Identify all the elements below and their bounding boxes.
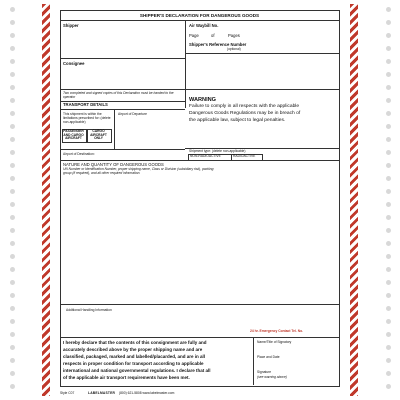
declaration-line-5: international and national governmental regulations. I declare that all <box>63 368 211 373</box>
shipper-reference-label: Shipper's Reference Number <box>189 42 247 47</box>
place-date-field[interactable] <box>255 360 336 367</box>
feed-hole <box>10 72 15 77</box>
destination-field[interactable] <box>98 151 183 157</box>
departure-field[interactable] <box>116 118 182 148</box>
limitation-note: This shipment is within the limitations prescribed for: (delete non-applicable) <box>63 112 111 124</box>
cargo-only-label: CARGO AIRCRAFT ONLY <box>90 129 107 141</box>
declaration-line-4: respects in proper condition for transport according to applicable <box>63 361 204 366</box>
warning-title: WARNING <box>189 97 217 103</box>
feed-hole <box>10 267 15 272</box>
feed-hole <box>386 163 391 168</box>
feed-hole <box>10 332 15 337</box>
place-date-label: Place and Date <box>257 355 280 359</box>
shipper-reference-field[interactable] <box>272 41 335 49</box>
dangerous-goods-form <box>60 10 339 395</box>
air-waybill-label: Air Waybill No. <box>189 23 219 28</box>
handling-label: Additional Handling Information <box>66 308 112 312</box>
feed-hole <box>386 293 391 298</box>
feed-hole <box>386 319 391 324</box>
feed-hole <box>386 254 391 259</box>
page-label: Page <box>189 33 199 38</box>
feed-hole <box>10 189 15 194</box>
feed-hole <box>10 384 15 389</box>
feed-hole <box>386 59 391 64</box>
emergency-contact-label: 24 hr. Emergency Contact Tel. No. <box>250 329 304 333</box>
feed-hole <box>10 33 15 38</box>
nature-desc-line-2: group (if required), and all other required information. <box>63 171 141 175</box>
brand-logo: LABELMASTER <box>88 391 116 395</box>
feed-hole <box>386 150 391 155</box>
left-hazard-border <box>42 4 50 396</box>
feed-hole <box>386 384 391 389</box>
radioactive-label: RADIOACTIVE <box>233 154 256 158</box>
feed-hole <box>386 20 391 25</box>
feed-hole <box>10 358 15 363</box>
feed-hole <box>10 150 15 155</box>
feed-hole <box>386 72 391 77</box>
feed-hole <box>386 85 391 90</box>
declaration-line-6: of the applicable air transport requirements have been met. <box>63 375 190 380</box>
feed-hole <box>386 98 391 103</box>
shipment-type-label: Shipment type: (delete non-applicable) <box>189 149 246 153</box>
feed-hole <box>386 358 391 363</box>
feed-hole <box>10 293 15 298</box>
feed-hole <box>10 85 15 90</box>
feed-hole <box>386 7 391 12</box>
feed-hole <box>10 124 15 129</box>
signatory-name-field[interactable] <box>255 345 336 353</box>
feed-hole <box>386 111 391 116</box>
air-waybill-field[interactable] <box>230 22 335 28</box>
form-title: SHIPPER'S DECLARATION FOR DANGEROUS GOODS <box>139 13 260 18</box>
feed-hole <box>10 371 15 376</box>
feed-hole <box>386 345 391 350</box>
feed-hole <box>10 20 15 25</box>
feed-hole <box>10 176 15 181</box>
feed-hole <box>10 163 15 168</box>
feed-hole <box>386 202 391 207</box>
feed-hole <box>10 306 15 311</box>
nature-quantity-field[interactable] <box>62 178 336 300</box>
copies-note: Two completed and signed copies of this Declaration must be handed to the operator <box>63 91 174 99</box>
feed-hole <box>10 345 15 350</box>
feed-hole <box>10 46 15 51</box>
declaration-line-2: accurately described above by the proper shipping name and are <box>63 347 203 352</box>
shipper-field[interactable] <box>62 29 182 55</box>
feed-hole <box>386 306 391 311</box>
optional-note: (optional) <box>227 47 241 51</box>
departure-label: Airport of Departure <box>118 112 147 116</box>
feed-hole <box>10 241 15 246</box>
contact-info: (800) 621-5808 www.labelmaster.com <box>119 391 175 395</box>
feed-hole <box>10 280 15 285</box>
style-code: Style C07 <box>60 391 75 395</box>
signature-label: Signature <box>257 370 272 374</box>
declaration-line-3: classified, packaged, marked and labelled/placarded, and are in all <box>63 354 206 359</box>
pages-label: Pages <box>228 33 240 38</box>
feed-hole <box>10 319 15 324</box>
passenger-cargo-label: PASSENGER AND CARGO AIRCRAFT <box>63 129 84 141</box>
nature-desc-line-1: UN Number or Identification Number, proper shipping name, Class or Division (subsidiary risk), packing <box>63 167 214 171</box>
right-hazard-border <box>350 4 358 396</box>
feed-hole <box>10 254 15 259</box>
feed-hole <box>10 228 15 233</box>
feed-hole <box>10 137 15 142</box>
feed-hole <box>386 176 391 181</box>
warning-line-1: Failure to comply in all respects with the applicable <box>189 104 300 109</box>
signature-field[interactable] <box>285 370 336 382</box>
feed-hole <box>10 215 15 220</box>
feed-hole <box>386 280 391 285</box>
feed-hole <box>10 98 15 103</box>
feed-hole <box>10 7 15 12</box>
feed-hole <box>386 228 391 233</box>
feed-hole <box>386 137 391 142</box>
of-label: of <box>211 33 215 38</box>
signatory-name-label: Name/Title of Signatory <box>257 340 292 344</box>
feed-hole <box>10 202 15 207</box>
warning-line-2: Dangerous Goods Regulations may be in breach of <box>189 111 301 116</box>
non-radioactive-label: NON-RADIOACTIVE <box>190 154 221 158</box>
transport-details-title: TRANSPORT DETAILS <box>63 102 108 107</box>
shipper-label: Shipper <box>63 23 79 28</box>
feed-hole <box>386 46 391 51</box>
feed-hole <box>386 33 391 38</box>
nature-title: NATURE AND QUANTITY OF DANGEROUS GOODS <box>63 162 164 167</box>
feed-hole <box>386 332 391 337</box>
feed-hole <box>386 215 391 220</box>
feed-hole <box>386 267 391 272</box>
feed-hole <box>10 59 15 64</box>
destination-label: Airport of Destination: <box>63 152 95 156</box>
feed-hole <box>386 124 391 129</box>
feed-hole <box>10 111 15 116</box>
feed-hole <box>386 189 391 194</box>
consignee-label: Consignee <box>63 61 85 66</box>
signature-note: (see warning above) <box>257 375 287 379</box>
feed-hole <box>386 371 391 376</box>
declaration-line-1: I hereby declare that the contents of this consignment are fully and <box>63 340 207 345</box>
warning-line-3: the applicable law, subject to legal penalties. <box>189 118 286 123</box>
feed-hole <box>386 241 391 246</box>
